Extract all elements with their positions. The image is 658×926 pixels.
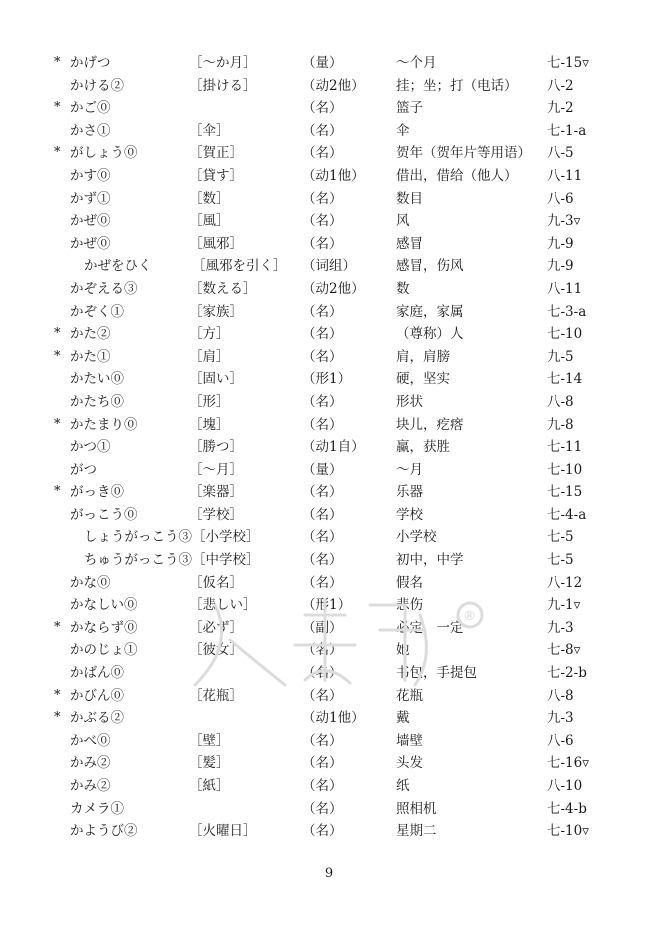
entry-reading: かた① bbox=[70, 348, 111, 365]
entry-part-of-speech: （名） bbox=[302, 800, 343, 817]
vocab-entry bbox=[0, 414, 658, 437]
entry-part-of-speech: （名） bbox=[302, 416, 343, 433]
entry-lesson: 九-5 bbox=[547, 348, 574, 365]
entry-reading: かな⓪ bbox=[70, 574, 111, 591]
entry-kanji: ［紙］ bbox=[189, 778, 230, 794]
entry-reading: かげつ bbox=[70, 55, 111, 71]
entry-kanji: ［～か月］ bbox=[189, 55, 257, 71]
entry-meaning: 赢，获胜 bbox=[396, 439, 450, 456]
entry-part-of-speech: （量） bbox=[302, 55, 343, 71]
entry-reading: かたい⓪ bbox=[70, 371, 124, 388]
entry-kanji: ［風邪］ bbox=[189, 235, 243, 252]
vocab-entry bbox=[0, 278, 658, 301]
entry-lesson: 八-2 bbox=[547, 77, 574, 94]
entry-reading: しょうがっこう③ bbox=[84, 529, 192, 546]
entry-kanji: ［掛ける］ bbox=[189, 77, 257, 94]
entry-reading: ちゅうがっこう③ bbox=[84, 552, 192, 569]
entry-part-of-speech: （名） bbox=[302, 574, 343, 591]
entry-part-of-speech: （名） bbox=[302, 145, 343, 162]
entry-reading: かなしい⓪ bbox=[70, 597, 138, 614]
vocab-entry bbox=[0, 391, 658, 414]
entry-reading: がつ bbox=[70, 461, 97, 478]
entry-lesson: 八-12 bbox=[547, 574, 583, 591]
page-number: 9 bbox=[324, 866, 334, 881]
entry-meaning: 肩，肩膀 bbox=[396, 348, 450, 365]
entry-lesson: 九-8 bbox=[547, 416, 574, 433]
entry-kanji: ［仮名］ bbox=[189, 574, 243, 591]
entry-meaning: 纸 bbox=[396, 778, 410, 794]
entry-part-of-speech: （名） bbox=[302, 122, 343, 139]
entry-meaning: 伞 bbox=[396, 122, 410, 139]
entry-meaning: 形状 bbox=[396, 393, 423, 410]
vocab-entry bbox=[0, 346, 658, 369]
entry-lesson: 七-2-b bbox=[547, 665, 587, 682]
vocab-entry bbox=[0, 52, 658, 75]
entry-kanji: ［悲しい］ bbox=[189, 597, 257, 614]
entry-reading: かぜ⓪ bbox=[70, 213, 111, 230]
entry-lesson: 九-3 bbox=[547, 710, 574, 727]
entry-lesson: 七-8▿ bbox=[547, 642, 581, 659]
vocab-entry bbox=[0, 572, 658, 595]
entry-star-mark: * bbox=[54, 710, 61, 726]
entry-kanji: ［小学校］ bbox=[192, 529, 260, 546]
entry-kanji: ［伞］ bbox=[189, 122, 230, 139]
entry-part-of-speech: （名） bbox=[302, 552, 343, 569]
entry-reading: かぞえる③ bbox=[70, 280, 138, 297]
entry-lesson: 八-11 bbox=[547, 280, 583, 297]
entry-reading: かず① bbox=[70, 190, 111, 207]
entry-kanji: ［学校］ bbox=[189, 506, 243, 523]
entry-meaning: 数目 bbox=[396, 190, 423, 207]
vocab-entry bbox=[0, 481, 658, 504]
registered-mark: ® bbox=[463, 609, 476, 624]
entry-part-of-speech: （名） bbox=[302, 755, 343, 772]
vocab-entry bbox=[0, 142, 658, 165]
entry-part-of-speech: （名） bbox=[302, 506, 343, 523]
vocab-entry bbox=[0, 504, 658, 527]
entry-meaning: 风 bbox=[396, 213, 410, 230]
vocab-entry bbox=[0, 301, 658, 324]
entry-lesson: 八-11 bbox=[547, 167, 583, 184]
entry-star-mark: * bbox=[54, 416, 61, 432]
entry-reading: かみ② bbox=[70, 778, 111, 794]
entry-meaning: 悲伤 bbox=[396, 597, 423, 614]
entry-reading: かばん⓪ bbox=[70, 665, 124, 682]
entry-kanji: ［固い］ bbox=[189, 371, 243, 388]
vocab-entry bbox=[0, 798, 658, 821]
vocab-entry bbox=[0, 255, 658, 278]
vocab-entry bbox=[0, 662, 658, 685]
entry-reading: かならず⓪ bbox=[70, 619, 138, 636]
entry-meaning: 必定，一定 bbox=[396, 619, 464, 636]
entry-lesson: 七-3-a bbox=[547, 303, 587, 320]
entry-star-mark: * bbox=[54, 326, 61, 342]
entry-reading: かける② bbox=[70, 77, 124, 94]
vocab-entry bbox=[0, 594, 658, 617]
entry-reading: かぜをひく bbox=[84, 258, 152, 275]
entry-kanji: ［風］ bbox=[189, 213, 230, 230]
entry-part-of-speech: （名） bbox=[302, 303, 343, 320]
entry-kanji: ［髪］ bbox=[189, 755, 230, 772]
entry-lesson: 七-5 bbox=[547, 529, 574, 546]
entry-lesson: 七-10▿ bbox=[547, 823, 590, 840]
entry-kanji: ［塊］ bbox=[189, 416, 230, 433]
entry-kanji: ［賀正］ bbox=[189, 145, 243, 162]
entry-lesson: 七-10 bbox=[547, 326, 583, 343]
entry-part-of-speech: （名） bbox=[302, 235, 343, 252]
entry-meaning: 贺年（贺年片等用语） bbox=[396, 145, 531, 162]
entry-kanji: ［花瓶］ bbox=[189, 687, 243, 704]
entry-part-of-speech: （名） bbox=[302, 823, 343, 840]
entry-kanji: ［～月］ bbox=[189, 461, 243, 478]
entry-meaning: 乐器 bbox=[396, 484, 423, 501]
entry-meaning: 数 bbox=[396, 280, 410, 297]
entry-lesson: 八-8 bbox=[547, 393, 574, 410]
entry-lesson: 九-9 bbox=[547, 235, 574, 252]
vocab-entry bbox=[0, 775, 658, 798]
entry-part-of-speech: （动2他） bbox=[302, 77, 365, 94]
entry-lesson: 七-14 bbox=[547, 371, 583, 388]
entry-meaning: 假名 bbox=[396, 574, 423, 591]
entry-part-of-speech: （名） bbox=[302, 665, 343, 682]
entry-part-of-speech: （动2他） bbox=[302, 280, 365, 297]
entry-lesson: 八-5 bbox=[547, 145, 574, 162]
vocab-entry bbox=[0, 75, 658, 98]
entry-lesson: 七-1-a bbox=[547, 122, 587, 139]
entry-reading: がしょう⓪ bbox=[70, 145, 138, 162]
entry-meaning: 她 bbox=[396, 642, 410, 659]
entry-part-of-speech: （名） bbox=[302, 393, 343, 410]
entry-kanji: ［必ず］ bbox=[189, 619, 243, 636]
entry-part-of-speech: （副） bbox=[302, 619, 343, 636]
entry-lesson: 七-11 bbox=[547, 439, 583, 456]
entry-lesson: 七-16▿ bbox=[547, 755, 590, 772]
entry-part-of-speech: （名） bbox=[302, 326, 343, 343]
entry-meaning: 书包，手提包 bbox=[396, 665, 477, 682]
entry-meaning: 借出，借给（他人） bbox=[396, 167, 518, 184]
entry-meaning: 初中，中学 bbox=[396, 552, 464, 569]
entry-meaning: 小学校 bbox=[396, 529, 437, 546]
vocab-entry bbox=[0, 526, 658, 549]
entry-kanji: ［肩］ bbox=[189, 348, 230, 365]
entry-meaning: 学校 bbox=[396, 506, 423, 523]
entry-reading: かべ⓪ bbox=[70, 732, 111, 749]
entry-star-mark: * bbox=[54, 687, 61, 703]
entry-lesson: 九-1▿ bbox=[547, 597, 581, 614]
entry-meaning: 挂；坐；打（电话） bbox=[396, 77, 518, 94]
entry-meaning: 硬，坚实 bbox=[396, 371, 450, 388]
entry-meaning: 感冒，伤风 bbox=[396, 258, 464, 275]
entry-part-of-speech: （动1他） bbox=[302, 167, 365, 184]
entry-lesson: 八-6 bbox=[547, 732, 574, 749]
entry-reading: かた② bbox=[70, 326, 111, 343]
entry-part-of-speech: （名） bbox=[302, 190, 343, 207]
vocab-entry bbox=[0, 120, 658, 143]
entry-star-mark: * bbox=[54, 348, 61, 364]
entry-star-mark: * bbox=[54, 145, 61, 161]
entry-part-of-speech: （动1他） bbox=[302, 710, 365, 727]
entry-meaning: 感冒 bbox=[396, 235, 423, 252]
entry-meaning: 花瓶 bbox=[396, 687, 423, 704]
entry-lesson: 七-4-b bbox=[547, 800, 587, 817]
entry-lesson: 九-9 bbox=[547, 258, 574, 275]
entry-meaning: 篮子 bbox=[396, 100, 423, 117]
entry-reading: がっき⓪ bbox=[70, 484, 124, 501]
entry-lesson: 九-3▿ bbox=[547, 213, 581, 230]
entry-meaning: 墙壁 bbox=[396, 732, 423, 749]
entry-reading: かたまり⓪ bbox=[70, 416, 138, 433]
vocab-entry bbox=[0, 639, 658, 662]
entry-kanji: ［数］ bbox=[189, 190, 230, 207]
entry-part-of-speech: （动1自） bbox=[302, 439, 365, 456]
vocab-entry bbox=[0, 233, 658, 256]
entry-part-of-speech: （名） bbox=[302, 778, 343, 794]
entry-meaning: 戴 bbox=[396, 710, 410, 727]
entry-reading: かつ① bbox=[70, 439, 111, 456]
vocab-entry bbox=[0, 617, 658, 640]
entry-part-of-speech: （名） bbox=[302, 484, 343, 501]
entry-kanji: ［数える］ bbox=[189, 280, 257, 297]
vocab-entry bbox=[0, 165, 658, 188]
entry-meaning: ～个月 bbox=[396, 55, 437, 71]
entry-reading: かぶる② bbox=[70, 710, 124, 727]
entry-lesson: 七-5 bbox=[547, 552, 574, 569]
entry-meaning: 头发 bbox=[396, 755, 423, 772]
vocab-entry bbox=[0, 730, 658, 753]
entry-lesson: 七-4-a bbox=[547, 506, 587, 523]
vocab-entry bbox=[0, 752, 658, 775]
entry-kanji: ［彼女］ bbox=[189, 642, 243, 659]
entry-reading: かたち⓪ bbox=[70, 393, 124, 410]
entry-part-of-speech: （量） bbox=[302, 461, 343, 478]
vocab-entry bbox=[0, 685, 658, 708]
entry-reading: かみ② bbox=[70, 755, 111, 772]
entry-lesson: 七-15 bbox=[547, 484, 583, 501]
entry-kanji: ［中学校］ bbox=[192, 552, 260, 569]
vocabulary-list bbox=[0, 52, 658, 843]
entry-star-mark: * bbox=[54, 484, 61, 500]
vocab-entry bbox=[0, 368, 658, 391]
entry-lesson: 八-8 bbox=[547, 687, 574, 704]
entry-star-mark: * bbox=[54, 55, 61, 70]
entry-meaning: 照相机 bbox=[396, 800, 437, 817]
entry-kanji: ［風邪を引く］ bbox=[192, 258, 287, 275]
vocab-entry bbox=[0, 97, 658, 120]
entry-part-of-speech: （名） bbox=[302, 100, 343, 117]
entry-reading: かのじょ① bbox=[70, 642, 138, 659]
entry-reading: かぞく① bbox=[70, 303, 124, 320]
vocab-entry bbox=[0, 707, 658, 730]
entry-kanji: ［家族］ bbox=[189, 303, 243, 320]
entry-meaning: 块儿，疙瘩 bbox=[396, 416, 464, 433]
entry-meaning: （尊称）人 bbox=[396, 326, 464, 343]
entry-part-of-speech: （名） bbox=[302, 732, 343, 749]
entry-part-of-speech: （名） bbox=[302, 687, 343, 704]
entry-reading: がっこう⓪ bbox=[70, 506, 138, 523]
vocab-entry bbox=[0, 323, 658, 346]
entry-kanji: ［方］ bbox=[189, 326, 230, 343]
entry-kanji: ［火曜日］ bbox=[189, 823, 257, 840]
entry-lesson: 九-3 bbox=[547, 619, 574, 636]
vocab-entry bbox=[0, 210, 658, 233]
entry-reading: かす⓪ bbox=[70, 167, 111, 184]
entry-reading: かさ① bbox=[70, 122, 111, 139]
entry-meaning: 家庭，家属 bbox=[396, 303, 464, 320]
vocab-entry bbox=[0, 436, 658, 459]
entry-reading: かようび② bbox=[70, 823, 138, 840]
entry-part-of-speech: （形1） bbox=[302, 371, 352, 388]
entry-part-of-speech: （名） bbox=[302, 348, 343, 365]
entry-kanji: ［楽器］ bbox=[189, 484, 243, 501]
entry-meaning: 星期二 bbox=[396, 823, 437, 840]
entry-lesson: 九-2 bbox=[547, 100, 574, 117]
entry-lesson: 八-6 bbox=[547, 190, 574, 207]
entry-reading: かぜ⓪ bbox=[70, 235, 111, 252]
vocab-entry bbox=[0, 459, 658, 482]
entry-reading: かびん⓪ bbox=[70, 687, 124, 704]
entry-part-of-speech: （形1） bbox=[302, 597, 352, 614]
entry-star-mark: * bbox=[54, 619, 61, 635]
vocab-entry bbox=[0, 820, 658, 843]
entry-meaning: ～月 bbox=[396, 461, 423, 478]
entry-part-of-speech: （名） bbox=[302, 529, 343, 546]
entry-part-of-speech: （词组） bbox=[302, 258, 356, 275]
entry-kanji: ［勝つ］ bbox=[189, 439, 243, 456]
vocab-entry bbox=[0, 549, 658, 572]
entry-reading: かご⓪ bbox=[70, 100, 111, 117]
entry-kanji: ［貸す］ bbox=[189, 167, 243, 184]
entry-kanji: ［形］ bbox=[189, 393, 230, 410]
entry-lesson: 七-10 bbox=[547, 461, 583, 478]
entry-part-of-speech: （名） bbox=[302, 642, 343, 659]
entry-lesson: 七-15▿ bbox=[547, 55, 590, 71]
entry-star-mark: * bbox=[54, 100, 61, 116]
entry-lesson: 八-10 bbox=[547, 778, 583, 794]
vocab-entry bbox=[0, 188, 658, 211]
entry-part-of-speech: （名） bbox=[302, 213, 343, 230]
entry-kanji: ［壁］ bbox=[189, 732, 230, 749]
entry-reading: カメラ① bbox=[70, 800, 124, 817]
